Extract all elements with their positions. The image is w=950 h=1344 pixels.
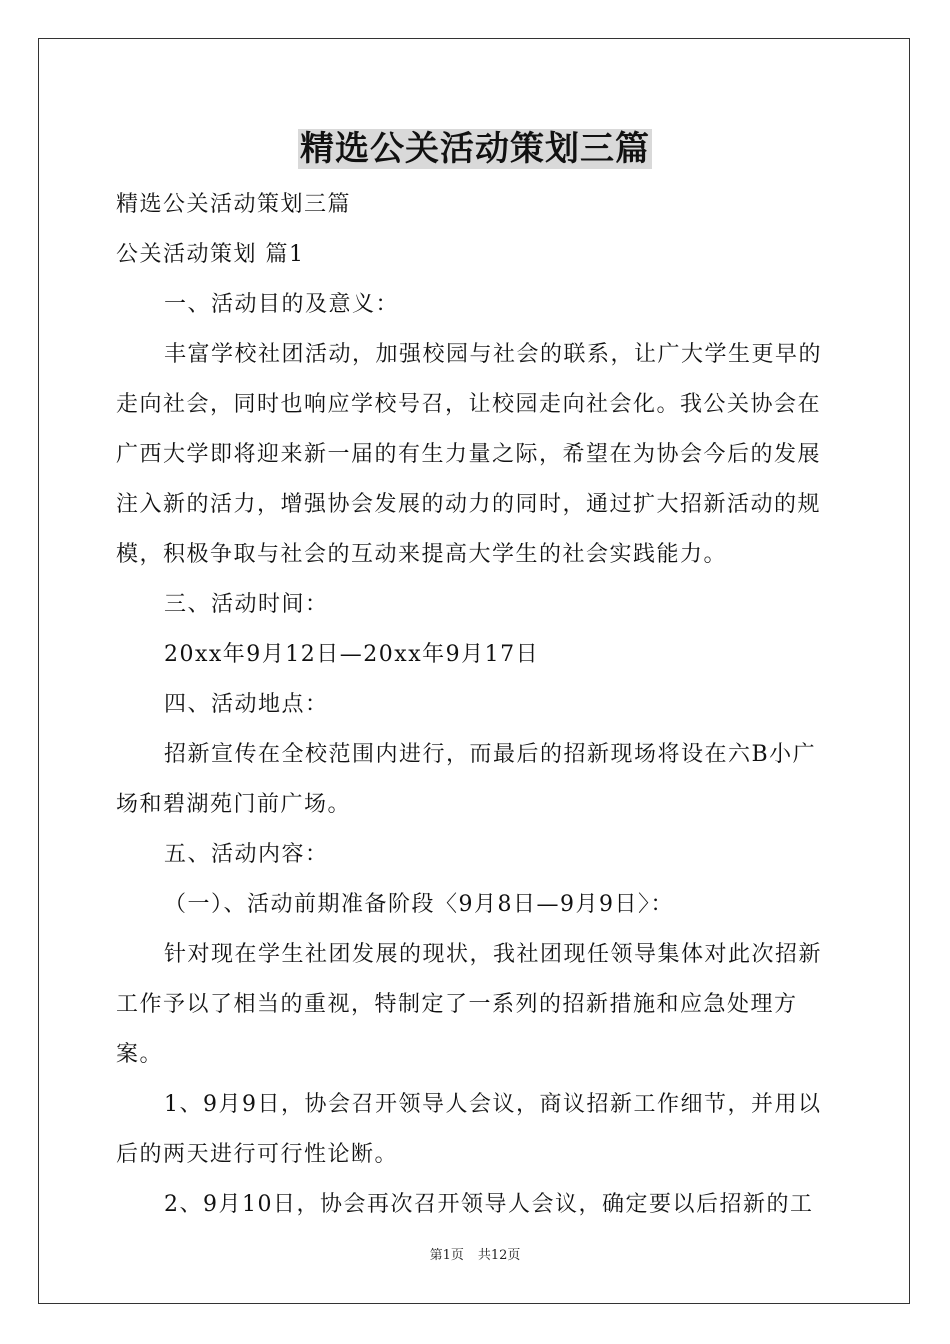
paragraph: 丰富学校社团活动，加强校园与社会的联系，让广大学生更早的走向社会，同时也响应学校号召，让校园走向社会化。我公关协会在广西大学即将迎来新一届的有生力量之际，希望在为协会今后的发展注入新的活力，增强协会发展的动力的同时，通过扩大招新活动的规模，积极争取与社会的互动来提高大学生的社会实践能力。 [116,342,823,567]
page-footer [0,1246,950,1266]
paragraph: 精选公关活动策划三篇 [116,192,352,217]
paragraph: 针对现在学生社团发展的现状，我社团现任领导集体对此次招新工作予以了相当的重视，特制定了一系列的招新措施和应急处理方案。 [116,942,823,1067]
document-title [0,126,950,172]
paragraph: （一）、活动前期准备阶段〈9月8日—9月9日〉： [164,892,674,917]
paragraph: 五、活动内容： [164,842,329,867]
paragraph: 招新宣传在全校范围内进行，而最后的招新现场将设在六B小广场和碧湖苑门前广场。 [116,742,817,817]
page-number: 第1页 [429,1248,464,1263]
document-body [116,180,836,1230]
paragraph: 1、9月9日，协会召开领导人会议，商议招新工作细节，并用以后的两天进行可行性论断。 [116,1092,822,1167]
paragraph: 20xx年9月12日—20xx年9月17日 [164,642,540,667]
paragraph: 2、9月10日，协会再次召开领导人会议，确定要以后招新的工 [164,1192,814,1217]
page-total: 共12页 [477,1248,521,1263]
paragraph: 一、活动目的及意义： [164,292,400,317]
paragraph: 四、活动地点： [164,692,329,717]
document-title-text: 精选公关活动策划三篇 [300,129,650,169]
paragraph: 公关活动策划 篇1 [116,242,305,267]
paragraph: 三、活动时间： [164,592,329,617]
